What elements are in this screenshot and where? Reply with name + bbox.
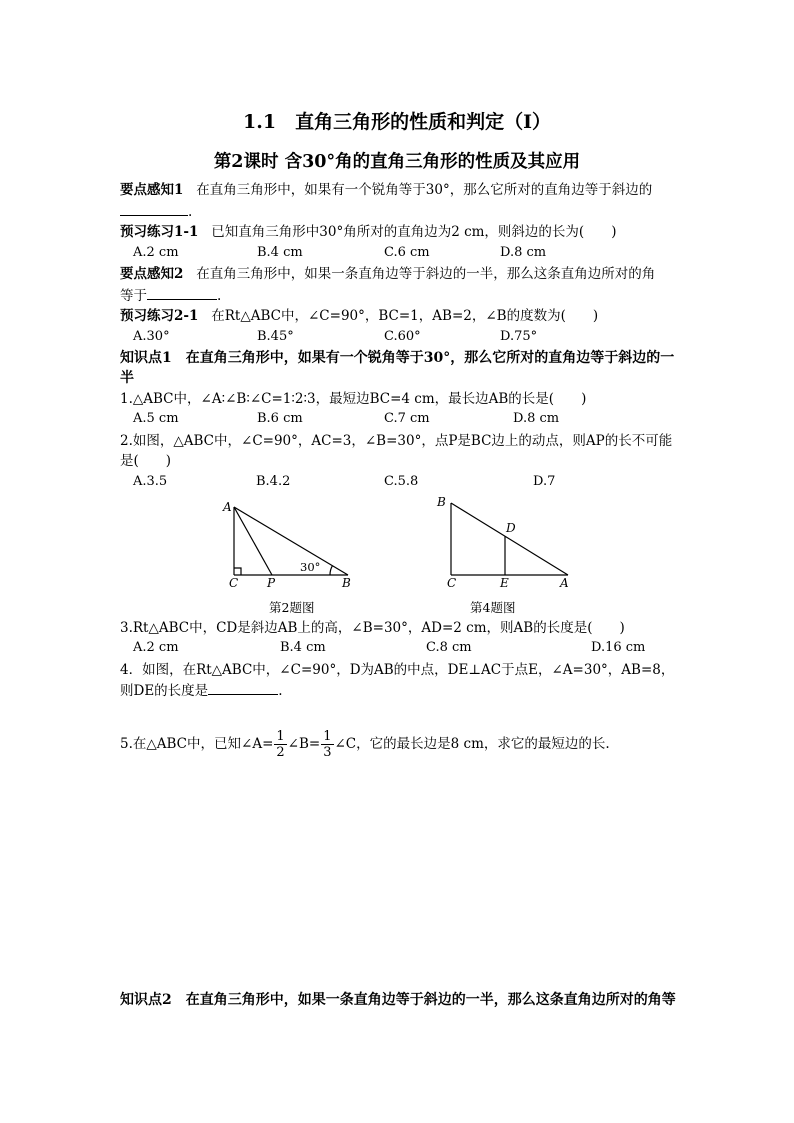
fraction-denominator: 3 [323, 745, 332, 760]
key-point-1-answer-line: . [120, 201, 680, 222]
segment-ap [234, 507, 272, 575]
knowledge-point-1-heading-cont: 半 [120, 370, 134, 386]
point-c-label: C [447, 576, 457, 590]
question-1: 1.△ABC中，∠A∶∠B∶∠C=1∶2∶3，最短边BC=4 cm，最长边AB的长是( ) [120, 391, 587, 407]
option-d[interactable]: D.16 cm [591, 640, 646, 655]
question-5-mid: ∠B= [287, 736, 321, 752]
fraction-one-half [274, 729, 286, 760]
figure-2-caption: 第2题图 [269, 600, 315, 615]
option-d[interactable]: D.7 [533, 474, 556, 489]
fraction-denominator: 2 [276, 745, 285, 760]
question-5-suffix: ∠C，它的最长边是8 cm，求它的最短边的长. [334, 736, 610, 752]
preview-exercise-2-1 [120, 306, 680, 326]
preview-1-1-label: 预习练习1-1 [120, 224, 199, 240]
preview-exercise-1-1 [120, 222, 680, 242]
question-4: 4．如图，在Rt△ABC中，∠C=90°，D为AB的中点，DE⊥AC于点E，∠A=30°，AB=8， [120, 662, 675, 678]
option-a[interactable]: A.30° [133, 329, 170, 344]
option-b[interactable]: B.4 cm [280, 640, 326, 655]
key-point-2-text: 在直角三角形中，如果一条直角边等于斜边的一半，那么这条直角边所对的角 [196, 266, 656, 282]
question-3: 3.Rt△ABC中，CD是斜边AB上的高，∠B=30°，AD=2 cm，则AB的长度是( ) [120, 620, 625, 636]
key-point-2 [120, 264, 680, 284]
knowledge-point-1-heading: 知识点1 在直角三角形中，如果有一个锐角等于30°，那么它所对的直角边等于斜边的一 [120, 350, 675, 366]
fraction-numerator: 1 [323, 729, 332, 744]
answer-blank[interactable] [208, 680, 278, 695]
right-angle-mark [234, 568, 241, 575]
option-b[interactable]: B.4 cm [257, 245, 303, 260]
side-ab [234, 507, 348, 575]
option-c[interactable]: C.5.8 [384, 474, 419, 489]
figure-question-4 [432, 490, 580, 592]
option-c[interactable]: C.6 cm [384, 245, 430, 260]
point-a-label: A [223, 500, 232, 514]
point-c-label: C [229, 576, 239, 590]
option-d[interactable]: D.75° [500, 329, 538, 344]
option-c[interactable]: C.8 cm [426, 640, 472, 655]
question-2: 2.如图，△ABC中，∠C=90°，AC=3，∠B=30°，点P是BC边上的动点，则AP的长不可能 [120, 433, 673, 449]
option-b[interactable]: B.4.2 [256, 474, 291, 489]
answer-blank[interactable] [120, 201, 188, 216]
option-c[interactable]: C.60° [384, 329, 421, 344]
figure-4-caption: 第4题图 [470, 600, 516, 615]
preview-2-1-label: 预习练习2-1 [120, 308, 199, 324]
figure-question-2 [220, 495, 360, 593]
point-b-label: B [342, 576, 351, 590]
answer-blank[interactable] [147, 285, 217, 300]
angle-label: 30° [300, 560, 321, 574]
option-a[interactable]: A.2 cm [133, 245, 179, 260]
key-point-1-label: 要点感知1 [120, 182, 184, 198]
option-d[interactable]: D.8 cm [500, 245, 547, 260]
angle-arc [330, 566, 333, 575]
option-c[interactable]: C.7 cm [384, 411, 430, 426]
question-4-text-end: 则DE的长度是 [120, 683, 209, 699]
key-point-1 [120, 180, 680, 200]
option-b[interactable]: B.45° [257, 329, 294, 344]
question-4-cont: 则DE的长度是 . [120, 680, 680, 701]
point-e-label: E [500, 576, 509, 590]
option-a[interactable]: A.5 cm [133, 411, 179, 426]
option-a[interactable]: A.2 cm [133, 640, 179, 655]
fraction-one-third [321, 729, 333, 760]
point-d-label: D [506, 521, 516, 535]
point-p-label: P [267, 576, 276, 590]
page-title: 1.1 直角三角形的性质和判定（Ⅰ） [243, 111, 551, 133]
knowledge-point-2-heading: 知识点2 在直角三角形中，如果一条直角边等于斜边的一半，那么这条直角边所对的角等 [120, 992, 676, 1008]
option-d[interactable]: D.8 cm [513, 411, 560, 426]
key-point-1-text: 在直角三角形中，如果有一个锐角等于30°，那么它所对的直角边等于斜边的 [196, 182, 653, 198]
side-ba [451, 503, 568, 575]
lesson-subtitle: 第2课时 含30°角的直角三角形的性质及其应用 [213, 152, 581, 172]
preview-2-1-text: 在Rt△ABC中，∠C=90°，BC=1，AB=2，∠B的度数为( ) [211, 308, 599, 324]
option-a[interactable]: A.3.5 [133, 474, 168, 489]
preview-1-1-text: 已知直角三角形中30°角所对的直角边为2 cm，则斜边的长为( ) [211, 224, 617, 240]
question-5 [120, 728, 680, 760]
fraction-numerator: 1 [276, 729, 285, 744]
point-b-label: B [437, 495, 446, 509]
option-b[interactable]: B.6 cm [257, 411, 303, 426]
question-2-cont: 是( ) [120, 453, 172, 469]
key-point-2-label: 要点感知2 [120, 266, 184, 282]
key-point-2-text-end: 等于 [120, 288, 147, 304]
question-5-prefix: 5.在△ABC中，已知∠A= [120, 736, 274, 752]
key-point-2-answer-line: 等于 . [120, 285, 680, 306]
point-a-label: A [560, 576, 569, 590]
